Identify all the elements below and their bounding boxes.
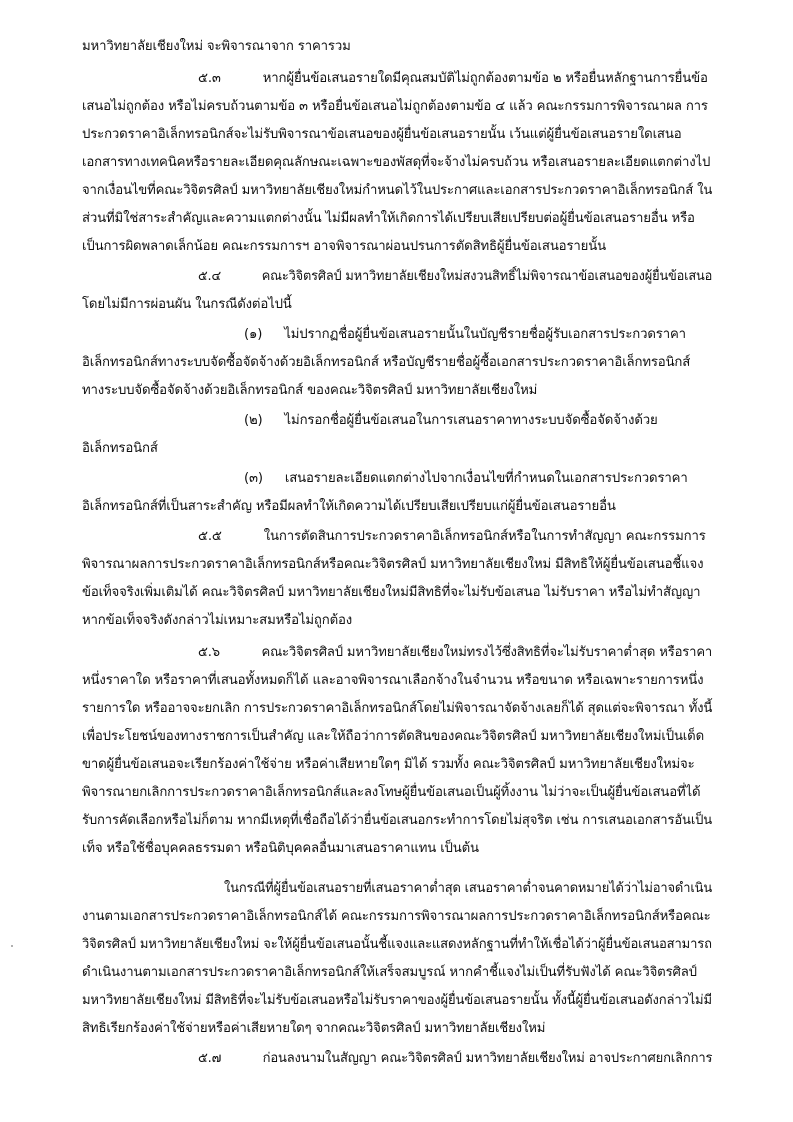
clause-5-4-line: ๕.๔ คณะวิจิตรศิลป์ มหาวิทยาลัยเชียงใหม่สงวนสิทธิ์ไม่พิจารณาข้อเสนอของผู้ยื่นข้อเสนอ [198,269,713,284]
text-line: พิจารณายกเลิกการประกวดราคาอิเล็กทรอนิกส์และลงโทษผู้ยื่นข้อเสนอเป็นผู้ทิ้งงาน ไม่ว่าจะเป็นผู้ยื่นข้อเสนอที่ได้ [82,785,701,800]
text-line: งานตามเอกสารประกวดราคาอิเล็กทรอนิกส์ได้ คณะกรรมการพิจารณาผลการประกวดราคาอิเล็กทรอนิกส์หรือคณะ [82,909,711,924]
text-line: หากข้อเท็จจริงดังกล่าวไม่เหมาะสมหรือไม่ถูกต้อง [82,613,353,628]
text-line: รับการคัดเลือกหรือไม่ก็ตาม หากมีเหตุที่เชื่อถือได้ว่ายื่นข้อเสนอกระทำการโดยไม่สุจริต เช่น การเสนอเอกสารอันเป็น [82,813,713,828]
text-line: วิจิตรศิลป์ มหาวิทยาลัยเชียงใหม่ จะให้ผู้ยื่นข้อเสนอนั้นชี้แจงและแสดงหลักฐานที่ทำให้เชื่อได้ว่าผู้ยื่นข้อเสนอสามารถ [82,937,712,952]
text-line: ดำเนินงานตามเอกสารประกวดราคาอิเล็กทรอนิกส์ให้เสร็จสมบูรณ์ หากคำชี้แจงไม่เป็นที่รับฟังได้ คณะวิจิตรศิลป์ [82,965,697,980]
text-line: ประกวดราคาอิเล็กทรอนิกส์จะไม่รับพิจารณาข้อเสนอของผู้ยื่นข้อเสนอรายนั้น เว้นแต่ผู้ยื่นข้อเสนอรายใดเสนอ [82,127,682,142]
text-line: มหาวิทยาลัยเชียงใหม่ มีสิทธิที่จะไม่รับข้อเสนอหรือไม่รับราคาของผู้ยื่นข้อเสนอรายนั้น ทั้งนี้ผู้ยื่นข้อเสนอดังกล่าวไม่มี [82,993,712,1008]
text-line: พิจารณาผลการประกวดราคาอิเล็กทรอนิกส์หรือคณะวิจิตรศิลป์ มหาวิทยาลัยเชียงใหม่ มีสิทธิให้ผู้ยื่นข้อเสนอชี้แจง [82,557,704,572]
clause-5-6-line: ๕.๖ คณะวิจิตรศิลป์ มหาวิทยาลัยเชียงใหม่ทรงไว้ซึ่งสิทธิที่จะไม่รับราคาต่ำสุด หรือราคา [198,645,713,660]
text-line: มหาวิทยาลัยเชียงใหม่ จะพิจารณาจาก ราคารวม [82,39,351,54]
text-line: เป็นการผิดพลาดเล็กน้อย คณะกรรมการฯ อาจพิจารณาผ่อนปรนการตัดสิทธิผู้ยื่นข้อเสนอรายนั้น [82,239,606,254]
clause-5-3-line: ๕.๓ หากผู้ยื่นข้อเสนอรายใดมีคุณสมบัติไม่ถูกต้องตามข้อ ๒ หรือยื่นหลักฐานการยื่นข้อ [198,71,708,86]
text-line: รายการใด หรืออาจจะยกเลิก การประกวดราคาอิเล็กทรอนิกส์โดยไม่พิจารณาจัดจ้างเลยก็ได้ สุดแต่จะพิจารณา ทั้งนี้ [82,701,713,716]
subclause-2-line: (๒) ไม่กรอกชื่อผู้ยื่นข้อเสนอในการเสนอราคาทางระบบจัดซื้อจัดจ้างด้วย [244,413,658,428]
text-line: เท็จ หรือใช้ชื่อบุคคลธรรมดา หรือนิติบุคคลอื่นมาเสนอราคาแทน เป็นต้น [82,841,479,856]
subclause-3-line: (๓) เสนอรายละเอียดแตกต่างไปจากเงื่อนไขที่กำหนดในเอกสารประกวดราคา [244,471,688,486]
text-line: อิเล็กทรอนิกส์ [82,441,158,456]
text-line: เอกสารทางเทคนิคหรือรายละเอียดคุณลักษณะเฉพาะของพัสดุที่จะจ้างไม่ครบถ้วน หรือเสนอรายละเอียดแตกต่างไป [82,155,711,170]
clause-number: ๕.๔ [198,269,222,284]
text-line: ส่วนที่มิใช่สาระสำคัญและความแตกต่างนั้น ไม่มีผลทำให้เกิดการได้เปรียบเสียเปรียบต่อผู้ยื่นข้อเสนอรายอื่น หรือ [82,211,695,226]
subclause-number: (๓) [244,471,263,486]
clause-number: ๕.๓ [198,71,221,86]
clause-number: ๕.๕ [198,529,222,544]
margin-mark [10,944,14,948]
text-line: โดยไม่มีการผ่อนผัน ในกรณีดังต่อไปนี้ [82,297,292,312]
subclause-1-line: (๑) ไม่ปรากฏชื่อผู้ยื่นข้อเสนอรายนั้นในบัญชีรายชื่อผู้รับเอกสารประกวดราคา [244,327,686,342]
text-line: เสนอไม่ถูกต้อง หรือไม่ครบถ้วนตามข้อ ๓ หรือยื่นข้อเสนอไม่ถูกต้องตามข้อ ๔ แล้ว คณะกรรมการพิจารณาผล การ [82,99,708,114]
text-line: อิเล็กทรอนิกส์ทางระบบจัดซื้อจัดจ้างด้วยอิเล็กทรอนิกส์ หรือบัญชีรายชื่อผู้ซื้อเอกสารประกวดราคาอิเล็กทรอนิกส์ [82,355,691,370]
clause-5-5-line: ๕.๕ ในการตัดสินการประกวดราคาอิเล็กทรอนิกส์หรือในการทำสัญญา คณะกรรมการ [198,529,706,544]
subclause-number: (๒) [244,413,263,428]
text-line: เพื่อประโยชน์ของทางราชการเป็นสำคัญ และให้ถือว่าการตัดสินของคณะวิจิตรศิลป์ มหาวิทยาลัยเชียงใหม่เป็นเด็ด [82,729,704,744]
text-line: ทางระบบจัดซื้อจัดจ้างด้วยอิเล็กทรอนิกส์ ของคณะวิจิตรศิลป์ มหาวิทยาลัยเชียงใหม่ [82,383,538,398]
clause-number: ๕.๗ [198,1051,222,1066]
paragraph-indent-line: ในกรณีที่ผู้ยื่นข้อเสนอรายที่เสนอราคาต่ำสุด เสนอราคาต่ำจนคาดหมายได้ว่าไม่อาจดำเนิน [224,881,713,896]
text-line: จากเงื่อนไขที่คณะวิจิตรศิลป์ มหาวิทยาลัยเชียงใหม่กำหนดไว้ในประกาศและเอกสารประกวดราคาอิเล็กทรอนิกส์ ใน [82,183,713,198]
text-line: หนึ่งราคาใด หรือราคาที่เสนอทั้งหมดก็ได้ และอาจพิจารณาเลือกจ้างในจำนวน หรือขนาด หรือเฉพาะรายการหนึ่ง [82,673,704,688]
subclause-number: (๑) [244,327,263,342]
text-line: สิทธิเรียกร้องค่าใช้จ่ายหรือค่าเสียหายใดๆ จากคณะวิจิตรศิลป์ มหาวิทยาลัยเชียงใหม่ [82,1021,546,1036]
text-line: อิเล็กทรอนิกส์ที่เป็นสาระสำคัญ หรือมีผลทำให้เกิดความได้เปรียบเสียเปรียบแก่ผู้ยื่นข้อเสนอรายอื่น [82,499,616,514]
text-line: ขาดผู้ยื่นข้อเสนอจะเรียกร้องค่าใช้จ่าย หรือค่าเสียหายใดๆ มิได้ รวมทั้ง คณะวิจิตรศิลป์ มหาวิทยาลัยเชียงใหม่จะ [82,757,695,772]
clause-number: ๕.๖ [198,645,220,660]
text-line: ข้อเท็จจริงเพิ่มเติมได้ คณะวิจิตรศิลป์ มหาวิทยาลัยเชียงใหม่มีสิทธิที่จะไม่รับข้อเสนอ ไม่รับราคา หรือไม่ทำสัญญา [82,585,701,600]
clause-5-7-line: ๕.๗ ก่อนลงนามในสัญญา คณะวิจิตรศิลป์ มหาวิทยาลัยเชียงใหม่ อาจประกาศยกเลิกการ [198,1051,713,1066]
